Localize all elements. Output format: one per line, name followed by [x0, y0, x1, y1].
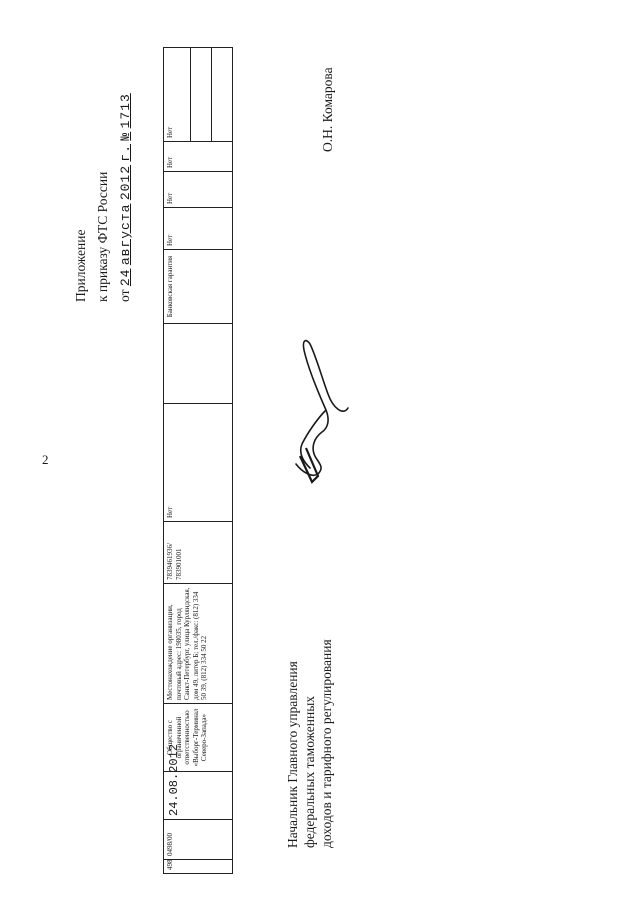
- cell-org-name: Общество с ограниченной ответственностью «Выборг-Терминал Северо-Запада»: [164, 704, 233, 772]
- cell-col12-sub2: [212, 48, 233, 142]
- signer-name: О.Н. Комарова: [320, 67, 335, 152]
- cell-reg-number: 0498/00: [164, 820, 233, 860]
- cell-row-no: 498: [164, 860, 233, 874]
- appendix-order-ref: к приказу ФТС России: [95, 171, 110, 302]
- appendix-title: Приложение: [73, 229, 88, 302]
- appendix-order-number: 1713: [118, 93, 133, 129]
- cell-col12-sub1: [191, 48, 212, 142]
- cell-col11: Нет: [164, 142, 233, 172]
- page-number: 2: [42, 452, 49, 467]
- appendix-header: [70, 93, 137, 302]
- cell-col12: Нет: [164, 48, 191, 142]
- appendix-year: 2012: [118, 164, 133, 201]
- cell-guarantee: Банковская гарантия: [164, 250, 233, 324]
- cell-date: 24.08.2012: [164, 772, 233, 820]
- appendix-day: 24: [118, 268, 133, 287]
- cell-inn-kpp: 7839461936/ 783901001: [164, 522, 233, 584]
- registry-table: [163, 48, 233, 874]
- cell-col6: Нет: [164, 404, 233, 522]
- signature-image: [288, 336, 358, 486]
- appendix-date-line: от 24 августа 2012 г. № 1713: [117, 93, 133, 302]
- cell-col9: Нет: [164, 208, 233, 250]
- cell-col7: [164, 324, 233, 404]
- signer-position: Начальник Главного управления федеральных таможенных доходов и тарифного регулирования: [285, 639, 334, 848]
- cell-col10: Нет: [164, 172, 233, 208]
- cell-address: Местонахождение организации, почтовый адрес: 198035, город Санкт-Петербург, улица Курляндская, дом 49, литер Б; тел./факс: (812) 334 50 39, (812) 334 50 22: [164, 584, 233, 704]
- appendix-month: августа: [118, 203, 133, 266]
